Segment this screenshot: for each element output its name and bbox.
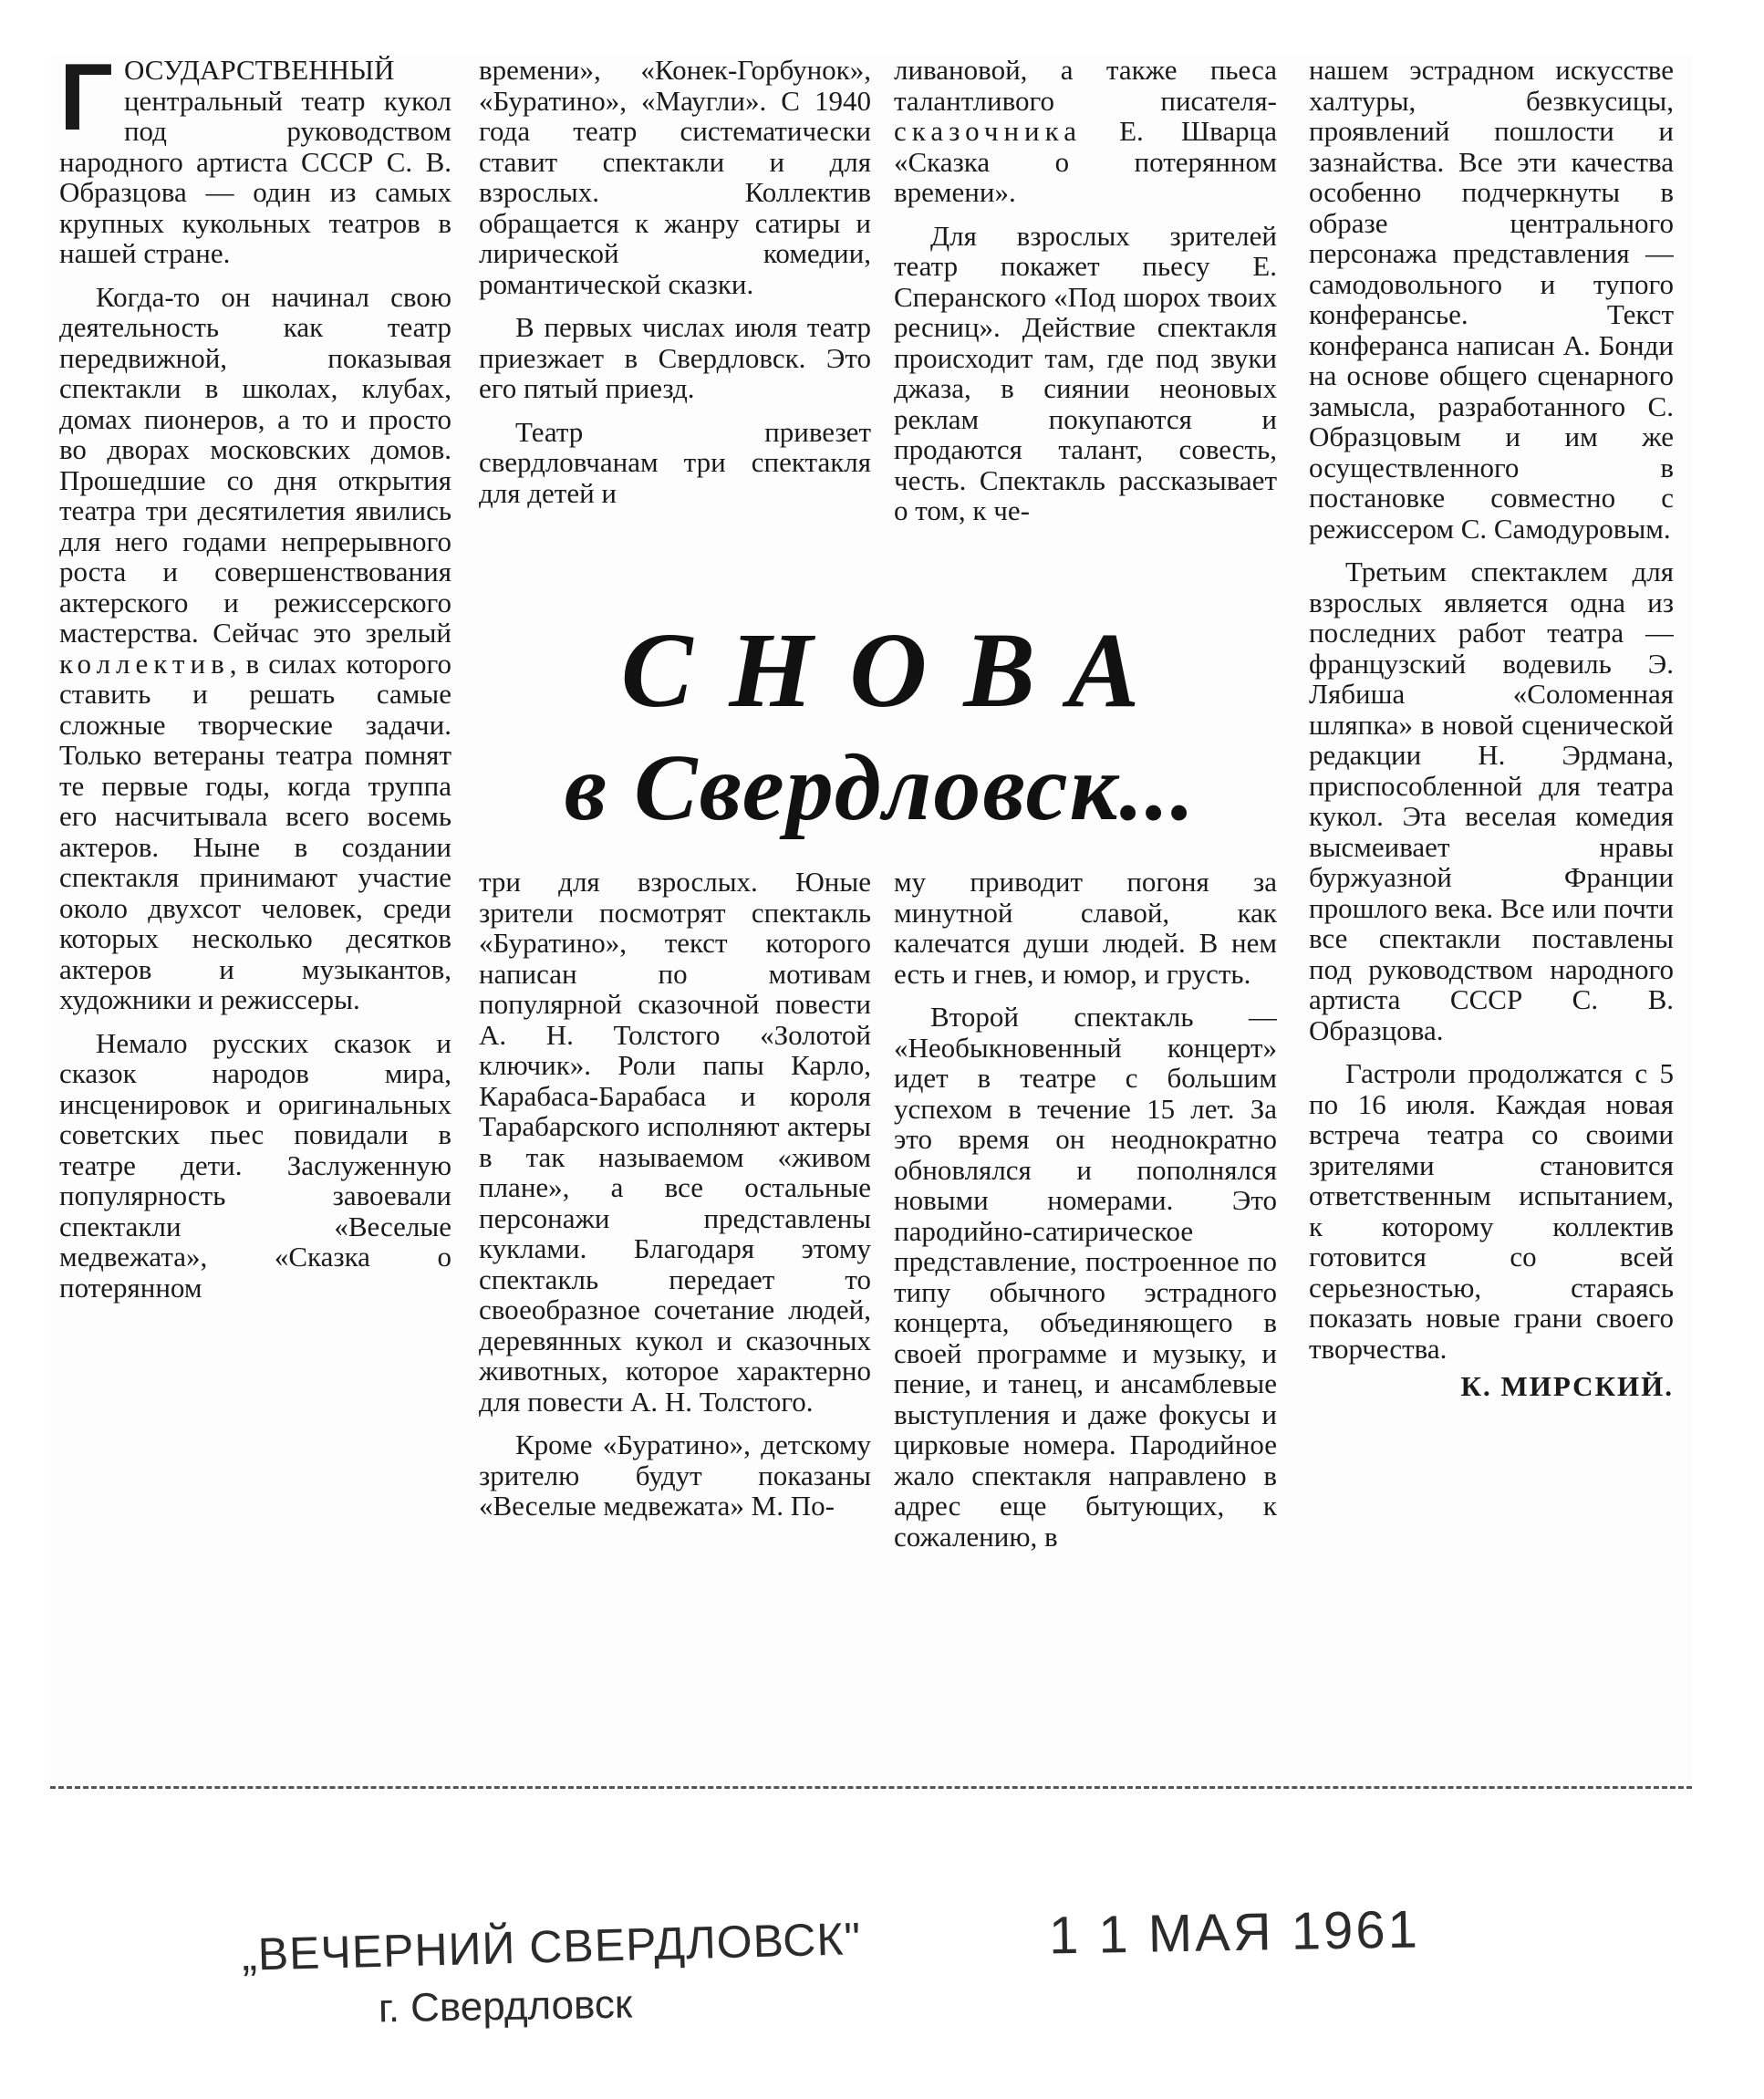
paragraph-tour: Гастроли продолжатся с 5 по 16 июля. Каждая новая встреча театра со своими зрителями становится ответственным испытанием, к которому коллектив готовится со всей серьезностью, стараясь показать новые грани своего творчества. [1309, 1057, 1674, 1365]
column-3-top [894, 55, 1277, 602]
newspaper-clipping [50, 55, 1692, 1788]
clipping-edge [50, 1786, 1692, 1789]
paragraph-adult-play-cont: му приводит погоня за минутной славой, как калечатся души людей. В нем есть и гнев, и юмор, и грусть. [894, 867, 1277, 990]
spaced-word: коллектив [59, 647, 230, 680]
headline-line-1: СНОВА [620, 610, 1177, 730]
column-3-bottom [894, 867, 1277, 1761]
headline-line-2: в Свердловск... [564, 735, 1197, 840]
paragraph-repertoire: Немало русских сказок и сказок народов мира, инсценировок и оригинальных советских пьес повидали в театре дети. Заслуженную популярность завоевали спектакли «Веселые медвежата», «Сказка о потерянном [59, 1026, 451, 1304]
intro-text: центральный театр кукол под руководством народного артиста СССР С. В. Образцова — один из самых крупных кукольных театров в нашей стране. [59, 84, 451, 269]
paragraph-concert-cont: нашем эстрадном искусстве халтуры, безвкусицы, проявлений пошлости и зазнайства. Все эти качества особенно подчеркнуты в образе центрального персонажа представления — самодовольного и тупого конферансье. Текст конферанса написан А. Бонди на основе общего сценарного замысла, разработанного С. Образцовым и им же осуществленного в постановке совместно с режиссером С. Самодуровым. [1309, 55, 1674, 545]
date-stamp: 1 1 МАЯ 1961 [1048, 1899, 1421, 1966]
city-stamp: г. Свердловск [378, 1981, 633, 2031]
paragraph-adult-play: Для взрослых зрителей театр покажет пьесу Е. Сперанского «Под шорох твоих ресниц». Действие спектакля происходит там, где под звуки джаза, в сиянии неоновых реклам покупаются и продаются талант, совесть, честь. Спектакль рассказывает о том, к че- [894, 219, 1277, 526]
drop-cap: Г [59, 55, 113, 151]
column-2-top [479, 55, 871, 602]
spaced-word: сказочника [894, 115, 1082, 147]
intro-lead-word: ОСУДАРСТВЕННЫЙ [123, 55, 395, 86]
paragraph-intro [59, 55, 451, 269]
paragraph-vaudeville: Третьим спектаклем для взрослых является одна из последних работ театра — французский водевиль Э. Лябиша «Соломенная шляпка» в новой сценической редакции Н. Эрдмана, приспособленной для театра кукол. Эта веселая комедия высмеивает нравы буржуазной Франции прошлого века. Все или почти все спектакли поставлены под руководством народного артиста СССР С. В. Образцова. [1309, 556, 1674, 1046]
column-4 [1309, 55, 1674, 1761]
newspaper-name-stamp: „ВЕЧЕРНИЙ СВЕРДЛОВСК" [241, 1913, 862, 1980]
headline [470, 611, 1291, 857]
paragraph-arrival: В первых числах июля театр приезжает в Свердловск. Это его пятый приезд. [479, 311, 871, 404]
column-1 [59, 55, 451, 1761]
paragraph-children-cont: ливановой, а также пьеса талантливого писателя-сказочника Е. Шварца «Сказка о потерянном времени». [894, 55, 1277, 208]
paragraph-history: Когда-то он начинал свою деятельность как театр передвижной, показывая спектакли в школах, клубах, домах пионеров, а то и просто во дворах московских домов. Прошедшие со дня открытия театра три десятилетия явились для него годами непрерывного роста и совершенствования актерского и режиссерского мастерства. Сейчас это зрелый коллектив, в силах которого ставить и решать самые сложные творческие задачи. Только ветераны театра помнят те первые годы, когда труппа его насчитывала всего восемь актеров. Ныне в создании спектакля принимают участие около двухсот человек, среди которых несколько десятков актеров и музыкантов, художники и режиссеры. [59, 280, 451, 1015]
paragraph-buratino: три для взрослых. Юные зрители посмотрят спектакль «Буратино», текст которого написан по мотивам популярной сказочной повести А. Н. Толстого «Золотой ключик». Роли папы Карло, Карабаса-Барабаса и короля Тарабарского исполняют актеры в так называемом «живом плане», а все остальные персонажи представлены куклами. Благодаря этому спектакль передает то своеобразное сочетание людей, деревянных кукол и сказочных животных, которое характерно для повести А. Н. Толстого. [479, 867, 871, 1418]
paragraph-programme: Театр привезет свердловчанам три спектакля для детей и [479, 415, 871, 509]
author-signature: К. МИРСКИЙ. [1460, 1370, 1674, 1402]
paragraph-repertoire-cont: времени», «Конек-Горбунок», «Буратино», «Маугли». С 1940 года театр систематически ставит спектакли и для взрослых. Коллектив обращается к жанру сатиры и лирической комедии, романтической сказки. [479, 55, 871, 300]
paragraph-children-plays: Кроме «Буратино», детскому зрителю будут показаны «Веселые медвежата» М. По- [479, 1429, 871, 1522]
column-2-bottom [479, 867, 871, 1761]
paragraph-concert: Второй спектакль — «Необыкновенный концерт» идет в театре с большим успехом в течение 15 лет. За это время он неоднократно обновлялся и пополнялся новыми номерами. Это пародийно-сатирическое представление, построенное по типу обычного эстрадного концерта, объединяющего в своей программе и музыку, и пение, и танец, и ансамблевые выступления и даже фокусы и цирковые номера. Пародийное жало спектакля направлено в адрес еще бытующих, к сожалению, в [894, 1001, 1277, 1553]
